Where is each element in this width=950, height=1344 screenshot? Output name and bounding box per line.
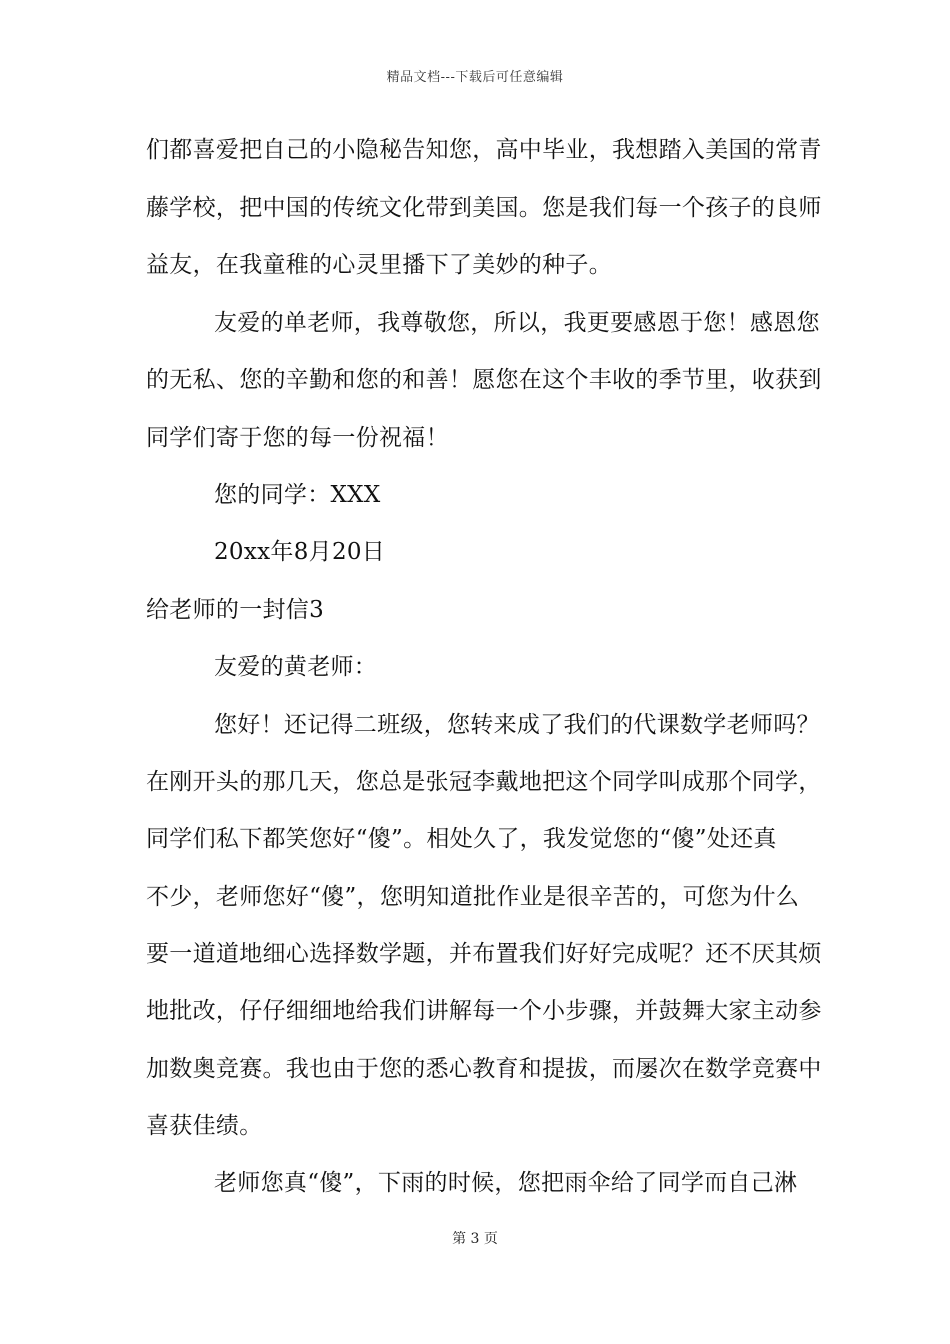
letter-title: 给老师的一封信3 (146, 597, 325, 623)
paragraph-first-line: 老师您真“傻”，下雨的时候，您把雨伞给了同学而自己淋 (214, 1170, 798, 1196)
text-line: 加数奥竞赛。我也由于您的悉心教育和提拔，而屡次在数学竞赛中 (146, 1056, 822, 1082)
salutation-line: 友爱的黄老师： (214, 654, 378, 680)
text-line: 同学们寄于您的每一份祝福！ (146, 425, 449, 451)
signature-line: 您的同学：XXX (214, 482, 381, 508)
text-line: 喜获佳绩。 (146, 1113, 263, 1139)
text-line: 们都喜爱把自己的小隐秘告知您，高中毕业，我想踏入美国的常青 (146, 137, 822, 163)
text-line: 同学们私下都笑您好“傻”。相处久了，我发觉您的“傻”处还真 (146, 826, 777, 852)
text-line: 不少，老师您好“傻”，您明知道批作业是很辛苦的，可您为什么 (146, 884, 800, 910)
page-number: 第 3 页 (452, 1231, 498, 1247)
text-line: 藤学校，把中国的传统文化带到美国。您是我们每一个孩子的良师 (146, 195, 822, 221)
date-line: 20xx年8月20日 (214, 539, 386, 565)
text-line: 益友，在我童稚的心灵里播下了美妙的种子。 (146, 252, 612, 278)
paragraph-first-line: 友爱的单老师，我尊敬您，所以，我更要感恩于您！感恩您 (214, 310, 820, 336)
page-header: 精品文档---下载后可任意编辑 (386, 70, 564, 85)
text-line: 在刚开头的那几天，您总是张冠李戴地把这个同学叫成那个同学， (146, 769, 822, 795)
text-line: 地批改，仔仔细细地给我们讲解每一个小步骤，并鼓舞大家主动参 (146, 998, 822, 1024)
text-line: 的无私、您的辛勤和您的和善！愿您在这个丰收的季节里，收获到 (146, 367, 822, 393)
paragraph-first-line: 您好！还记得二班级，您转来成了我们的代课数学老师吗？ (214, 712, 820, 738)
text-line: 要一道道地细心选择数学题，并布置我们好好完成呢？还不厌其烦 (146, 941, 822, 967)
